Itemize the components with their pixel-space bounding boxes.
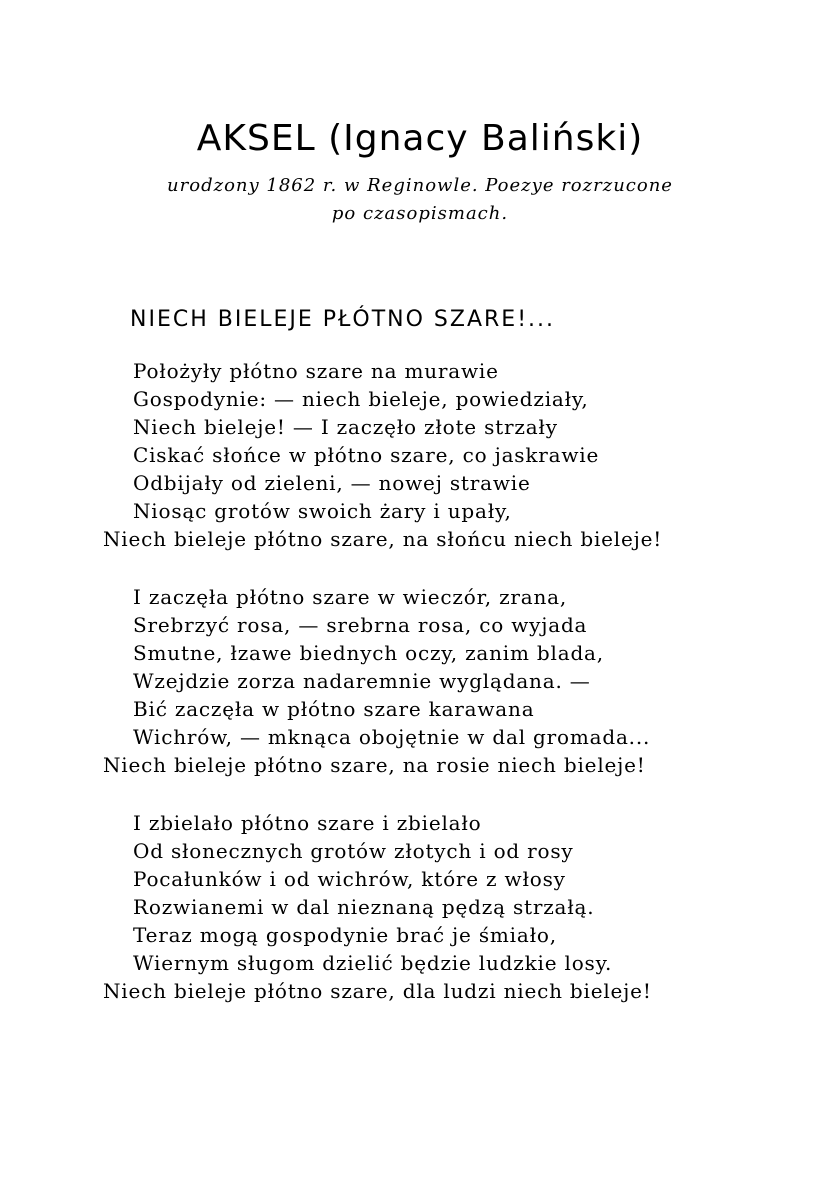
poem-line: Niech bieleje! — I zaczęło złote strzały xyxy=(133,415,558,439)
poem-line: Wiernym sługom dzielić będzie ludzkie losy. xyxy=(133,951,613,975)
poem-refrain: Niech bieleje płótno szare, na rosie niech bieleje! xyxy=(103,753,646,777)
poem-line: Odbijały od zieleni, — nowej strawie xyxy=(133,471,531,495)
poem-line: Bić zaczęła w płótno szare karawana xyxy=(133,697,535,721)
poem-line: Teraz mogą gospodynie brać je śmiało, xyxy=(133,923,557,947)
poem-line: Srebrzyć rosa, — srebrna rosa, co wyjada xyxy=(133,613,588,637)
poem-refrain: Niech bieleje płótno szare, na słońcu niech bieleje! xyxy=(103,527,663,551)
poem-line: I zbielało płótno szare i zbielało xyxy=(133,811,482,835)
poem-line: Pocałunków i od wichrów, które z włosy xyxy=(133,867,566,891)
poem-line: Położyły płótno szare na murawie xyxy=(133,359,499,383)
poem-line: I zaczęła płótno szare w wieczór, zrana, xyxy=(133,585,568,609)
poem-line: Od słonecznych grotów złotych i od rosy xyxy=(133,839,574,863)
poem-line: Rozwianemi w dal nieznaną pędzą strzałą. xyxy=(133,895,595,919)
poem-title: NIECH BIELEJE PŁÓTNO SZARE!... xyxy=(130,307,555,332)
poem-line: Ciskać słońce w płótno szare, co jaskrawie xyxy=(133,443,600,467)
poem-refrain: Niech bieleje płótno szare, dla ludzi niech bieleje! xyxy=(103,979,652,1003)
poem-line: Smutne, łzawe biednych oczy, zanim blada, xyxy=(133,641,604,665)
author-bio-line-2: po czasopismach. xyxy=(331,203,509,224)
poem-line: Gospodynie: — niech bieleje, powiedziały, xyxy=(133,387,589,411)
poem-line: Wzejdzie zorza nadaremnie wyglądana. — xyxy=(133,669,591,693)
poem-line: Wichrów, — mknąca obojętnie w dal gromada... xyxy=(133,725,651,749)
poem-line: Niosąc grotów swoich żary i upały, xyxy=(133,499,512,523)
author-heading: AKSEL (Ignacy Baliński) xyxy=(196,118,644,159)
author-bio-line-1: urodzony 1862 r. w Reginowle. Poezye rozrzucone xyxy=(167,175,673,196)
